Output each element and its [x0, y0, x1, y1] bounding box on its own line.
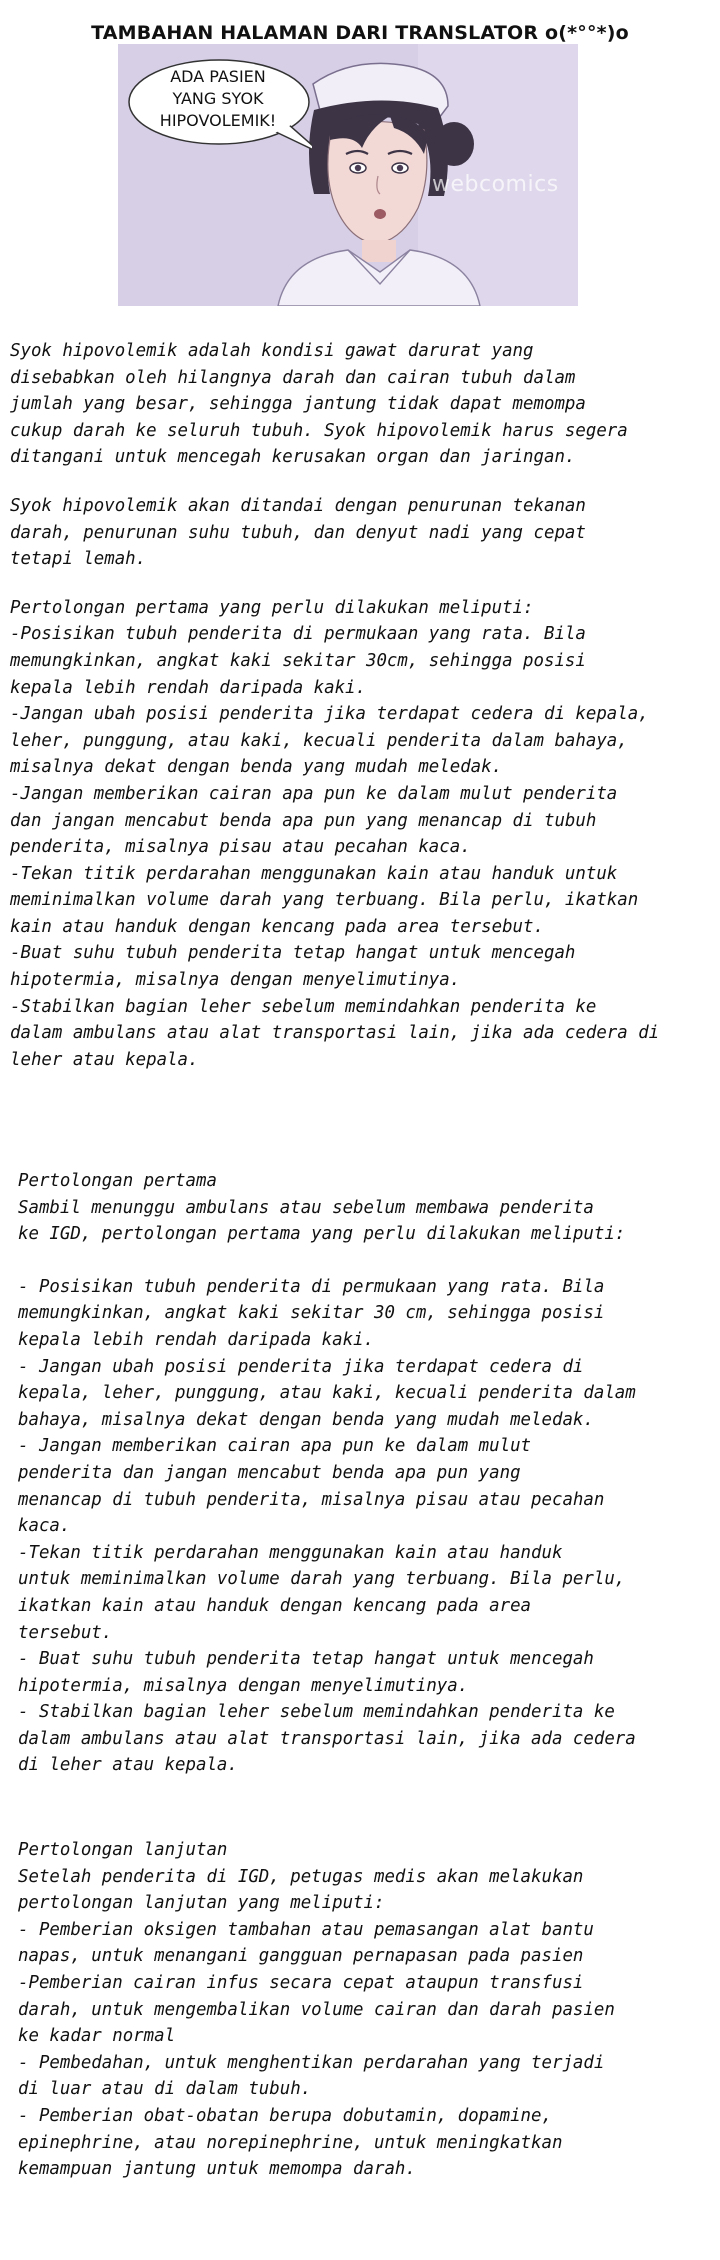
paragraph: Pertolongan pertama yang perlu dilakukan meliputi: -Posisikan tubuh penderita di permukaan yang rata. Bila memungkinkan, angkat kaki sekitar 30cm, sehingga posisi kepala lebih rendah daripada kaki. -Jangan ubah posisi penderita jika terdapat cedera di kepala, leher, punggung, atau kaki, kecuali penderita dalam bahaya, misalnya dekat dengan benda yang mudah meledak. -Jangan memberikan cairan apa pun ke dalam mulut penderita dan jangan mencabut benda apa pun yang menancap di tubuh penderita, misalnya pisau atau pecahan kaca. -Tekan titik perdarahan menggunakan kain atau handuk untuk meminimalkan volume darah yang terbuang. Bila perlu, ikatkan kain atau handuk dengan kencang pada area tersebut. -Buat suhu tubuh penderita tetap hangat untuk mencegah hipotermia, misalnya dengan menyelimutinya. -Stabilkan bagian leher sebelum memindahkan penderita ke dalam ambulans atau alat transportasi lain, jika ada cedera di leher atau kepala.: [10, 597, 660, 1070]
speech-bubble-text: [128, 66, 308, 132]
speech-line: ADA PASIEN: [170, 67, 266, 86]
paragraph: Syok hipovolemik adalah kondisi gawat darurat yang disebabkan oleh hilangnya darah dan cairan tubuh dalam jumlah yang besar, sehingga jantung tidak dapat memompa cukup darah ke seluruh tubuh. Syok hipovolemik harus segera ditangani untuk mencegah kerusakan organ dan jaringan.: [10, 341, 628, 468]
page-title: TAMBAHAN HALAMAN DARI TRANSLATOR o(*°°*)o: [91, 22, 629, 44]
speech-line: HIPOVOLEMIK!: [159, 111, 277, 130]
article-section-2: [18, 1168, 718, 2183]
paragraph: - Posisikan tubuh penderita di permukaan yang rata. Bila memungkinkan, angkat kaki sekitar 30 cm, sehingga posisi kepala lebih rendah daripada kaki. - Jangan ubah posisi penderita jika terdapat cedera di kepala, leher, punggung, atau kaki, kecuali penderita dalam bahaya, misalnya dekat dengan benda yang mudah meledak. - Jangan memberikan cairan apa pun ke dalam mulut penderita dan jangan mencabut benda apa pun yang menancap di tubuh penderita, misalnya pisau atau pecahan kaca. -Tekan titik perdarahan menggunakan kain atau handuk untuk meminimalkan volume darah yang terbuang. Bila perlu, ikatkan kain atau handuk dengan kencang pada area tersebut. - Buat suhu tubuh penderita tetap hangat untuk mencegah hipotermia, misalnya dengan menyelimutinya. - Stabilkan bagian leher sebelum memindahkan penderita ke dalam ambulans atau alat transportasi lain, jika ada cedera di leher atau kepala.: [18, 1276, 636, 1776]
watermark: webcomics: [432, 172, 559, 197]
speech-line: YANG SYOK: [172, 89, 264, 108]
paragraph: Pertolongan lanjutan Setelah penderita di IGD, petugas medis akan melakukan pertolongan lanjutan yang meliputi: - Pemberian oksigen tambahan atau pemasangan alat bantu napas, untuk menangani gangguan pernapasan pada pasien -Pemberian cairan infus secara cepat ataupun transfusi darah, untuk mengembalikan volume cairan dan darah pasien ke kadar normal - Pembedahan, untuk menghentikan perdarahan yang terjadi di luar atau di dalam tubuh. - Pemberian obat-obatan berupa dobutamin, dopamine, epinephrine, atau norepinephrine, untuk meningkatkan kemampuan jantung untuk memompa darah.: [18, 1840, 615, 2180]
paragraph: Syok hipovolemik akan ditandai dengan penurunan tekanan darah, penurunan suhu tubuh, dan denyut nadi yang cepat tetapi lemah.: [10, 495, 586, 570]
article-section-1: [10, 338, 710, 1073]
paragraph: Pertolongan pertama Sambil menunggu ambulans atau sebelum membawa penderita ke IGD, pertolongan pertama yang perlu dilakukan meliputi:: [18, 1171, 626, 1245]
